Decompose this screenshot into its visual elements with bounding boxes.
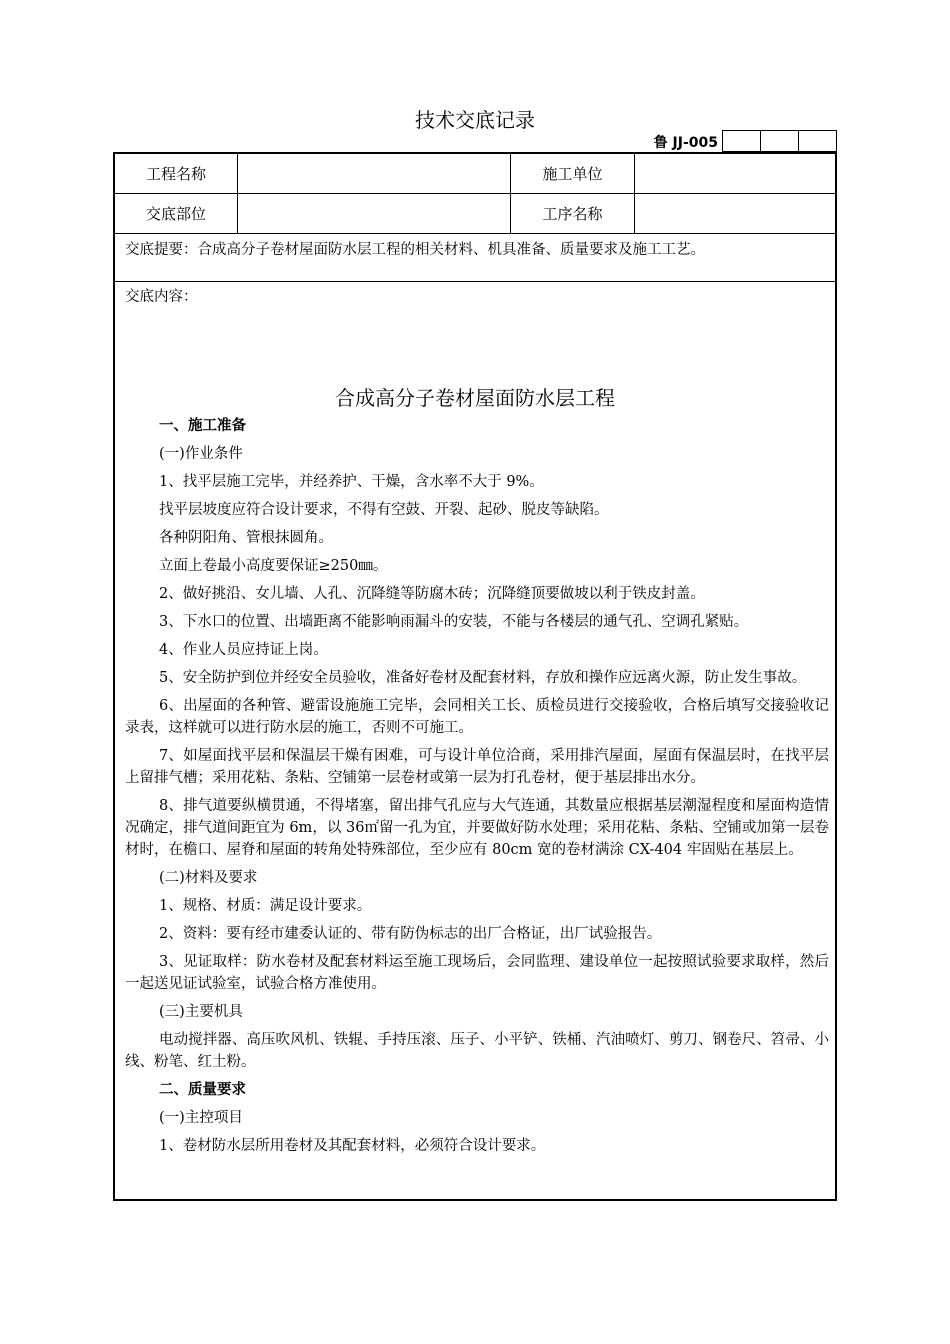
process-label: 工序名称 <box>511 194 635 233</box>
paragraph: 1、规格、材质：满足设计要求。 <box>159 898 372 914</box>
subsection-heading: (一)作业条件 <box>159 446 243 462</box>
header-row-2 <box>115 194 835 234</box>
paragraph: 3、见证取样：防水卷材及配套材料运至施工现场后，会同监理、建设单位一起按照试验要求取样，然后一起送见证试验室，试验合格方准使用。 <box>125 954 829 992</box>
paragraph: 立面上卷最小高度要保证≥250㎜。 <box>159 558 388 574</box>
paragraph: 8、排气道要纵横贯通，不得堵塞，留出排气孔应与大气连通，其数量应根据基层潮湿程度和屋面构造情况确定，排气道间距宜为 6m，以 36㎡留一孔为宜，并要做好防水处理；采用花粘、条粘、空铺或加第一层卷材时，在檐口、屋脊和屋面的转角处特殊部位，至少应有 80cm 宽的卷材满涂 CX-404 牢固贴在基层上。 <box>125 798 829 858</box>
paragraph: 3、下水口的位置、出墙距离不能影响雨漏斗的安装，不能与各楼层的通气孔、空调孔紧贴。 <box>159 614 749 630</box>
content-body <box>125 415 829 1163</box>
document-title: 技术交底记录 <box>415 108 535 132</box>
header-row-1 <box>115 154 835 194</box>
paragraph: 1、卷材防水层所用卷材及其配套材料，必须符合设计要求。 <box>159 1138 546 1154</box>
subsection-heading: (一)主控项目 <box>159 1110 243 1126</box>
code-boxes <box>722 130 837 152</box>
record-table <box>113 152 837 1201</box>
section-heading: 一、施工准备 <box>159 418 246 434</box>
paragraph: 7、如屋面找平层和保温层干燥有困难，可与设计单位洽商，采用排汽屋面，屋面有保温层时，在找平层上留排气槽；采用花粘、条粘、空铺第一层卷材或第一层为打孔卷材，便于基层排出水分。 <box>125 748 829 786</box>
paragraph: 2、资料：要有经市建委认证的、带有防伪标志的出厂合格证，出厂试验报告。 <box>159 926 662 942</box>
section-heading: 二、质量要求 <box>159 1082 246 1098</box>
content-title: 合成高分子卷材屋面防水层工程 <box>335 386 615 410</box>
content-label: 交底内容： <box>125 289 198 305</box>
paragraph: 6、出屋面的各种管、避雷设施施工完毕，会同相关工长、质检员进行交接验收，合格后填写交接验收记录表，这样就可以进行防水层的施工，否则不可施工。 <box>125 698 829 736</box>
subsection-heading: (二)材料及要求 <box>159 870 258 886</box>
location-value <box>238 194 511 233</box>
paragraph: 找平层坡度应符合设计要求，不得有空鼓、开裂、起砂、脱皮等缺陷。 <box>159 502 609 518</box>
document-code: 鲁 JJ-005 <box>653 135 718 151</box>
subsection-heading: (三)主要机具 <box>159 1004 243 1020</box>
construction-unit-label: 施工单位 <box>511 154 635 193</box>
location-label: 交底部位 <box>115 194 238 233</box>
paragraph: 各种阴阳角、管根抹圆角。 <box>159 530 333 546</box>
summary-text: 交底提要：合成高分子卷材屋面防水层工程的相关材料、机具准备、质量要求及施工工艺。 <box>125 242 705 258</box>
paragraph: 4、作业人员应持证上岗。 <box>159 642 328 658</box>
code-box <box>723 131 761 151</box>
paragraph: 2、做好挑沿、女儿墙、人孔、沉降缝等防腐木砖；沉降缝顶要做坡以利于铁皮封盖。 <box>159 586 705 602</box>
project-name-label: 工程名称 <box>115 154 238 193</box>
project-name-value <box>238 154 511 193</box>
paragraph: 5、安全防护到位并经安全员验收，准备好卷材及配套材料，存放和操作应远离火源，防止发生事故。 <box>159 670 807 686</box>
code-box <box>761 131 799 151</box>
code-box <box>799 131 837 151</box>
paragraph: 电动搅拌器、高压吹风机、铁辊、手持压滚、压子、小平铲、铁桶、汽油喷灯、剪刀、钢卷尺、笤帚、小线、粉笔、红土粉。 <box>125 1032 829 1070</box>
paragraph: 1、找平层施工完毕，并经养护、干燥，含水率不大于 9%。 <box>159 474 544 490</box>
